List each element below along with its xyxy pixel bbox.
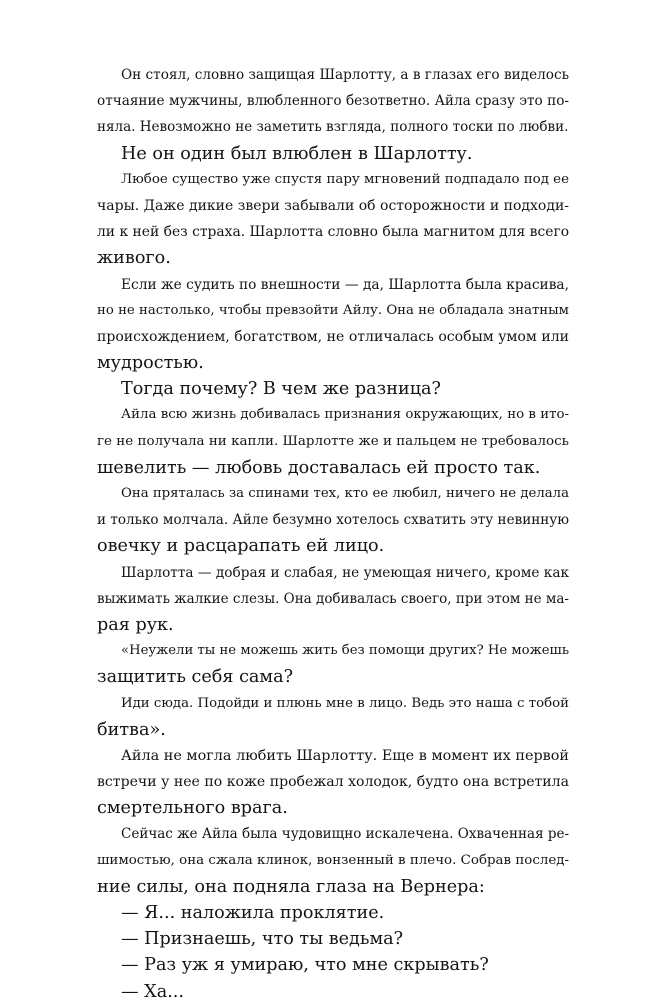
text-line: Если же судить по внешности — да, Шарлотта была красива, [121,276,569,293]
text-line: отчаяние мужчины, влюбленного безответно. Айла сразу это по- [97,93,569,110]
text-line: Шарлотта — добрая и слабая, не умеющая ничего, кроме как [121,564,569,581]
text-line: Любое существо уже спустя пару мгновений подпадало под ее [121,171,569,187]
body-text [97,62,569,1005]
text-line: Она пряталась за спинами тех, кто ее любил, ничего не делала [121,486,569,501]
text-line: но не настолько, чтобы превзойти Айлу. Она не обладала знатным [97,302,569,318]
text-line: ние силы, она подняла глаза на Вернера: [97,876,485,897]
text-line: Иди сюда. Подойди и плюнь мне в лицо. Ведь это наша с тобой [121,695,569,711]
text-line: выжимать жалкие слезы. Она добивалась своего, при этом не ма- [97,590,569,607]
text-line: смертельного врага. [97,798,288,819]
text-line: Не он один был влюблен в Шарлотту. [121,143,473,164]
text-line: овечку и расцарапать ей лицо. [97,536,385,557]
text-line: чары. Даже дикие звери забывали об осторожности и подходи- [97,197,570,214]
text-line: ге не получала ни капли. Шарлотте же и пальцем не требовалось [97,433,569,449]
text-line: шимостью, она сжала клинок, вонзенный в плечо. Собрав послед- [97,852,569,868]
text-line: — Я... наложила проклятие. [121,903,385,923]
text-line: рая рук. [97,614,174,635]
text-line: Сейчас же Айла была чудовищно искалечена. Охваченная ре- [121,826,570,843]
text-line: ли к ней без страха. Шарлотта словно была магнитом для всего [97,224,570,241]
text-line: битва». [97,719,166,740]
text-line: «Неужели ты не можешь жить без помощи других? Не можешь [121,643,569,659]
text-line: защитить себя сама? [97,667,294,688]
text-line: происхождением, богатством, не отличалась особым умом или [97,328,569,345]
text-line: Он стоял, словно защищая Шарлотту, а в глазах его виделось [121,67,569,83]
text-line: — Ха... [121,981,184,1002]
text-line: встречи у нее по коже пробежал холодок, будто она встретила [97,774,569,791]
text-line: Айла не могла любить Шарлотту. Еще в момент их первой [121,747,569,764]
text-line: мудростью. [97,353,204,374]
text-line: няла. Невозможно не заметить взгляда, полного тоски по любви. [97,119,569,136]
text-line: Айла всю жизнь добивалась признания окружающих, но в ито- [121,407,569,423]
text-line: — Признаешь, что ты ведьма? [121,929,404,950]
text-line: и только молчала. Айле безумно хотелось схватить эту невинную [97,512,569,529]
text-line: шевелить — любовь доставалась ей просто так. [97,457,541,478]
text-line: живого. [97,248,171,269]
text-line: Тогда почему? В чем же разница? [121,379,441,400]
text-line: — Раз уж я умираю, что мне скрывать? [121,955,489,976]
